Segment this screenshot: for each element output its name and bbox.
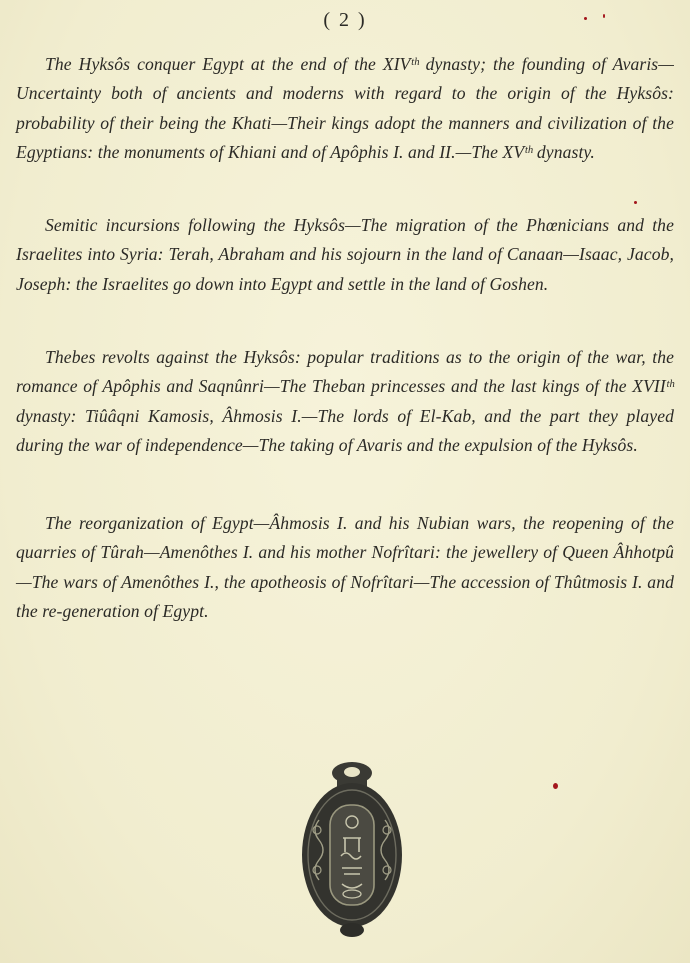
paragraph-hyksos-conquest: The Hyksôs conquer Egypt at the end of the XIVᵗʰ dynasty; the founding of Avaris—Uncertainty both of ancients and moderns with regard to the origin of the Hyksôs: probability of their being the Khati—Their kings adopt the manners and civilization of the Egyptians: the monuments of Khiani and of Apôphis I. and II.—The XVᵗʰ dynasty.	[16, 54, 674, 162]
ink-speck	[603, 14, 605, 18]
paragraph-semitic-incursions: Semitic incursions following the Hyksôs—The migration of the Phœnicians and the Israelites into Syria: Terah, Abraham and his sojourn in the land of Canaan—Isaac, Jacob, Joseph: the Israelites go down into Egypt and settle in the land of Goshen.	[16, 215, 674, 294]
paragraph-thebes-revolts: Thebes revolts against the Hyksôs: popular traditions as to the origin of the war, the romance of Apôphis and Saqnûnri—The Theban princesses and the last kings of the XVIIᵗʰ dynasty: Tiûâqni Kamosis, Âhmosis I.—The lords of El-Kab, and the part they played during the war of independence—The taking of Avaris and the expulsion of the Hyksôs.	[16, 347, 674, 455]
page-number: ( 2 )	[323, 9, 367, 31]
paragraph-reorganization: The reorganization of Egypt—Âhmosis I. and his Nubian wars, the reopening of the quarries of Tûrah—Amenôthes I. and his mother Nofrîtari: the jewellery of Queen Âhhotpû—The wars of Amenôthes I., the apotheosis of Nofrîtari—The accession of Thûtmosis I. and the re-generation of Egypt.	[16, 513, 674, 621]
scarab-seal-icon	[297, 760, 407, 940]
ink-speck	[584, 17, 587, 20]
ink-speck	[553, 783, 558, 789]
ink-speck	[634, 201, 637, 204]
